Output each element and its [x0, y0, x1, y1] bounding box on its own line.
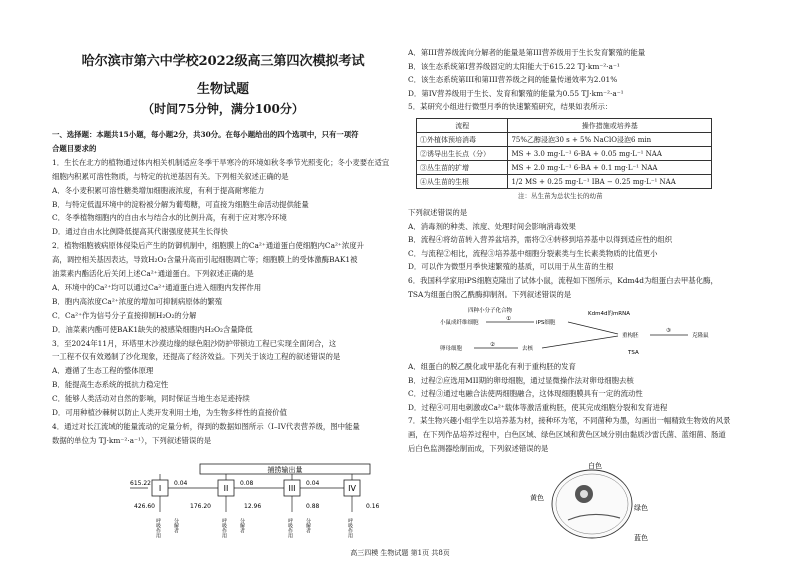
flow-value: 615.22	[130, 480, 151, 487]
text-line: 7．某生物兴趣小组学生以培养基为材，接种环为笔，不同菌种为墨，勾画出一幅精致生物效的风景	[408, 416, 731, 426]
text-line: 数据的单位为 TJ·km⁻²·a⁻¹），下列叙述错误的是	[52, 435, 212, 445]
text-line: 1．生长在北方的植物通过体内相关机制适应冬季干旱寒冷的环境如秋冬季节光照变化；冬小麦要在适宜	[52, 157, 390, 167]
petri-dish-icon	[552, 470, 632, 538]
text-line: C．该生态系统第III和第III营养级之间的能量传递效率为2.01%	[408, 75, 618, 84]
text-line: B．能提高生态系统的抵抗力稳定性	[52, 380, 169, 390]
label-blue: 蓝色	[634, 534, 648, 542]
sub-label: 呼吸作用	[347, 518, 353, 538]
text-line: A．消毒剂的种类、浓度、处理时间会影响消毒效果	[408, 221, 576, 231]
sub-label: 分解者	[305, 518, 311, 533]
flow-value: 0.16	[366, 503, 380, 510]
text-line: A．冬小麦积累可溶性糖类增加细胞液浓度，有利于提高耐寒能力	[52, 185, 265, 195]
text-line: 细胞内积累可溶性物质，与特定的抗逆基因有关。下列相关叙述正确的是	[52, 171, 289, 181]
text-line: D．可以作为微型月季快速繁殖的基质，可以用于从生苗的生根	[408, 262, 614, 272]
time-score: （时间75分钟，满分100分）	[142, 102, 304, 116]
table-note: 注：丛生苗为总状生长的幼苗	[518, 192, 603, 200]
label-green: 绿色	[634, 504, 648, 512]
text-line: 合题目要求的	[52, 143, 97, 153]
text-line: 高，调控相关基因表达，导致H₂O₂含量升高而引起细胞凋亡等；细胞膜上的受体激酶BAK1被	[52, 255, 358, 265]
sub-label: 呼吸作用	[287, 518, 293, 538]
flow-value: 0.08	[240, 480, 254, 487]
flow-arrow	[568, 322, 618, 334]
fishing-output-label: 捕捞输出量	[267, 466, 303, 474]
text-line: 2．植物细胞被病原体侵染后产生的防御机制中，细胞膜上的Ca²⁺通道蛋白使细胞内Ca²⁺浓度升	[52, 241, 365, 251]
text-line: D．过程④可用电刺激或Ca²⁺载体等激活重构胚，使其完成细胞分裂和发育进程	[408, 402, 668, 412]
petri-dish-figure	[528, 460, 658, 544]
table-cell: ④从生苗的生根	[417, 175, 508, 189]
text-line: B．流程④将幼苗转入营养盆培养，需将②④转移到培养基中以得到适应性的组织	[408, 235, 673, 245]
text-line: D．第IV营养级用于生长、发育和繁殖的能量为0.55 TJ·km⁻²·a⁻¹	[408, 88, 624, 98]
label-white: 白色	[588, 462, 602, 470]
text-line: B．该生态系统第I营养级固定的太阳能大于615.22 TJ·km⁻²·a⁻¹	[408, 61, 620, 71]
flow-step-1: ①	[506, 316, 511, 322]
flow-kdm: Kdm4d的mRNA	[588, 311, 631, 317]
subject-title: 生物试题	[196, 82, 249, 97]
trophic-level-label: II	[223, 484, 229, 493]
text-line: A．第III营养级流向分解者的能量是第III营养级用于生长发育繁殖的能量	[408, 48, 646, 57]
text-line: A．环境中的Ca²⁺均可以通过Ca²⁺通道蛋白进入细胞内发挥作用	[52, 282, 262, 292]
text-line: A．遵循了生态工程的整体原理	[52, 366, 154, 376]
table-header-process: 流程	[417, 119, 508, 133]
trophic-level-label: IV	[348, 484, 356, 493]
flow-step-3: ③	[666, 328, 671, 334]
text-line: C．与流程②相比，流程③培养基中细胞分裂素类与生长素类物质的比值更小	[408, 248, 658, 258]
page-footer: 高三四模 生物试题 第1页 共8页	[350, 549, 450, 557]
flow-tsa: TSA	[628, 350, 639, 356]
table-cell: MS + 3.0 mg·L⁻¹ 6-BA + 0.05 mg·L⁻¹ NAA	[508, 147, 712, 161]
culture-table	[416, 118, 712, 189]
flow-value: 0.88	[306, 503, 320, 510]
table-cell: 1/2 MS + 0.25 mg·L⁻¹ IBA − 0.25 mg·L⁻¹ NAA	[508, 175, 712, 189]
trophic-level-label: I	[158, 484, 162, 493]
table-cell: MS + 2.0 mg·L⁻¹ 6-BA + 0.1 mg·L⁻¹ NAA	[508, 161, 712, 175]
text-line: C．Ca²⁺作为信号分子直接抑制H₂O₂的分解	[52, 310, 197, 320]
flow-enucleate: 去核	[522, 346, 534, 352]
sub-label: 分解者	[173, 518, 179, 533]
table-row	[417, 175, 712, 189]
text-line: B．过程②应选用MII期的卵母细胞，通过显微操作法对卵母细胞去核	[408, 375, 634, 385]
table-cell: 75%乙醇浸泡30 s + 5% NaClO浸泡6 min	[508, 133, 712, 147]
text-line: 5．某研究小组进行微型月季的快速繁殖研究，结果如表所示：	[408, 102, 613, 111]
table-row	[417, 133, 712, 147]
flow-reconstructed: 重构胚	[622, 333, 639, 339]
flow-fibroblast: 小鼠成纤维细胞	[440, 320, 479, 326]
text-line: C．能够人类活动对自然的影响，同时保证当地生态足迹持续	[52, 394, 250, 404]
text-line: B．与特定低温环境中的淀粉被分解为葡萄糖，可直接为细胞生命活动提供能量	[52, 199, 309, 209]
flow-value: 0.04	[306, 480, 320, 487]
text-line: 4．通过对长江流域的能量流动的定量分析，得到的数据如图所示（I–IV代表营养级，图中能量	[52, 421, 360, 431]
cloning-flowchart	[438, 306, 738, 358]
text-line: D．可用种植沙棘树以防止人类开发利用土地，为生物多样性的直接价值	[52, 408, 288, 417]
text-line: 画，在下列作品培养过程中，白色区域、绿色区域和黄色区域分别由黏质沙雷氏菌、蓝细菌、肠道	[408, 430, 726, 439]
flow-arrow	[542, 336, 618, 348]
text-line: D．通过自由水比例降低提高其代谢强度使其生长得快	[52, 227, 228, 237]
sub-label: 分解者	[239, 518, 245, 533]
text-line: C．过程③通过电融合法使两细胞融合，这体现细胞膜具有一定的流动性	[408, 389, 643, 399]
table-row	[417, 147, 712, 161]
text-line: C．冬季植物细胞内的自由水与结合水的比例升高，有利于应对寒冷环境	[52, 213, 287, 223]
text-line: 下列叙述错误的是	[408, 208, 468, 217]
table-header-medium: 操作措施或培养基	[508, 119, 712, 133]
flow-step-2: ②	[490, 342, 495, 348]
table-cell: ②诱导出生长点（分）	[417, 147, 508, 161]
text-line: B．胞内高浓度Ca²⁺浓度的增加可抑制病原体的繁殖	[52, 296, 223, 306]
text-line: 一工程不仅有效遏制了沙化现象，还提高了经济效益。下列关于该边工程的叙述错误的是	[52, 352, 341, 362]
text-line: 油菜素内酯活化后关闭上述Ca²⁺通道蛋白。下列叙述正确的是	[52, 269, 254, 278]
flow-clone-mouse: 克隆鼠	[692, 333, 709, 339]
table-cell: ③丛生苗的扩增	[417, 161, 508, 175]
flow-value: 426.60	[134, 503, 155, 510]
energy-flow-diagram	[130, 462, 400, 544]
text-line: 3．至2024年11月，环塔里木沙漠边缘的绿色阻沙防护带锁边工程已实现全面闭合，这	[52, 338, 337, 348]
exam-title: 哈尔滨市第六中学校2022级高三第四次模拟考试	[81, 54, 365, 69]
table-row	[417, 161, 712, 175]
text-line: 一、选择题：本题共15小题，每小题2分，共30分。在每小题给出的四个选项中，只有一项符	[52, 130, 359, 139]
label-yellow: 黄色	[530, 494, 544, 502]
flow-ips: iPS细胞	[536, 320, 556, 326]
text-line: D．油菜素内酯可使BAK1缺失的被感染细胞内H₂O₂含量降低	[52, 324, 253, 334]
trophic-level-label: III	[288, 484, 296, 493]
flow-value: 0.04	[174, 480, 188, 487]
left-column	[52, 0, 394, 565]
flow-value: 12.96	[244, 503, 262, 510]
table-cell: ①外植体预培消毒	[417, 133, 508, 147]
text-line: TSA为组蛋白脱乙酰酶抑制剂。下列叙述错误的是	[408, 289, 572, 299]
right-column	[408, 0, 760, 565]
sub-label: 呼吸作用	[155, 518, 161, 538]
flow-top-label: 四种小分子化合物	[468, 308, 513, 314]
text-line: A．组蛋白的脱乙酰化或甲基化有利于重构胚的发育	[408, 362, 576, 371]
text-line: 6．我国科学家用iPS细胞克隆出了试体小鼠，流程如下图所示，Kdm4d为组蛋白去甲基化酶，	[408, 276, 718, 285]
flow-oocyte: 卵母细胞	[440, 346, 463, 352]
sub-label: 呼吸作用	[221, 518, 227, 538]
flow-value: 176.20	[190, 503, 211, 510]
text-line: 后白色监测器绘制而成，下列叙述错误的是	[408, 443, 549, 453]
